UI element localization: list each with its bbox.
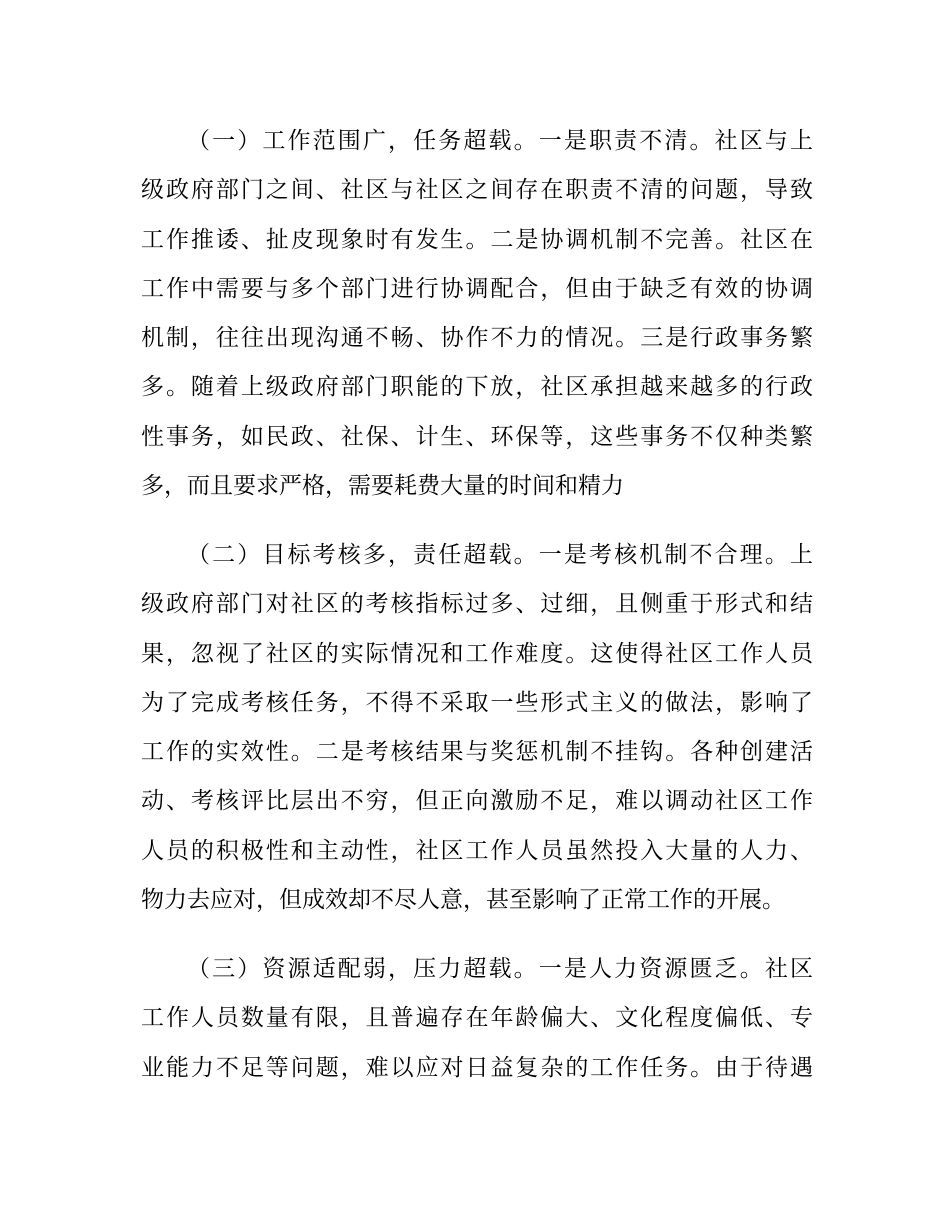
paragraph-2-line-2: 级政府部门对社区的考核指标过多、过细，且侧重于形式和结 — [141, 591, 813, 618]
paragraph-3-line-2: 工作人员数量有限，且普遍存在年龄偏大、文化程度偏低、专 — [141, 1005, 813, 1032]
paragraph-2-line-7: 人员的积极性和主动性，社区工作人员虽然投入大量的人力、 — [141, 837, 813, 864]
paragraph-1-line-6: 多。随着上级政府部门职能的下放，社区承担越来越多的行政 — [141, 374, 813, 401]
paragraph-1 — [141, 117, 813, 511]
paragraph-1-line-1: （一）工作范围广，任务超载。一是职责不清。社区与上 — [187, 128, 813, 154]
paragraph-2-line-5: 工作的实效性。二是考核结果与奖惩机制不挂钩。各种创建活 — [141, 739, 813, 766]
paragraph-3-line-3: 业能力不足等问题，难以应对日益复杂的工作任务。由于待遇 — [141, 1054, 813, 1081]
paragraph-3-line-1: （三）资源适配弱，压力超载。一是人力资源匮乏。社区 — [187, 956, 813, 982]
paragraph-1-line-7: 性事务，如民政、社保、计生、环保等，这些事务不仅种类繁 — [141, 423, 813, 450]
paragraph-2-line-8: 物力去应对，但成效却不尽人意，甚至影响了正常工作的开展。 — [141, 887, 785, 914]
paragraph-1-line-8: 多，而且要求严格，需要耗费大量的时间和精力 — [141, 473, 624, 500]
paragraph-1-line-2: 级政府部门之间、社区与社区之间存在职责不清的问题，导致 — [141, 177, 813, 204]
paragraph-2-line-3: 果，忽视了社区的实际情况和工作难度。这使得社区工作人员 — [141, 640, 813, 667]
paragraph-2-line-4: 为了完成考核任务，不得不采取一些形式主义的做法，影响了 — [141, 689, 813, 716]
paragraph-2 — [141, 531, 813, 925]
paragraph-1-line-3: 工作推诿、扯皮现象时有发生。二是协调机制不完善。社区在 — [141, 226, 813, 253]
paragraph-1-line-5: 机制，往往出现沟通不畅、协作不力的情况。三是行政事务繁 — [141, 325, 813, 352]
paragraph-2-line-6: 动、考核评比层出不穷，但正向激励不足，难以调动社区工作 — [141, 788, 813, 815]
paragraph-1-line-4: 工作中需要与多个部门进行协调配合，但由于缺乏有效的协调 — [141, 275, 813, 302]
paragraph-2-line-1: （二）目标考核多，责任超载。一是考核机制不合理。上 — [187, 542, 813, 568]
paragraph-3 — [141, 945, 813, 1093]
